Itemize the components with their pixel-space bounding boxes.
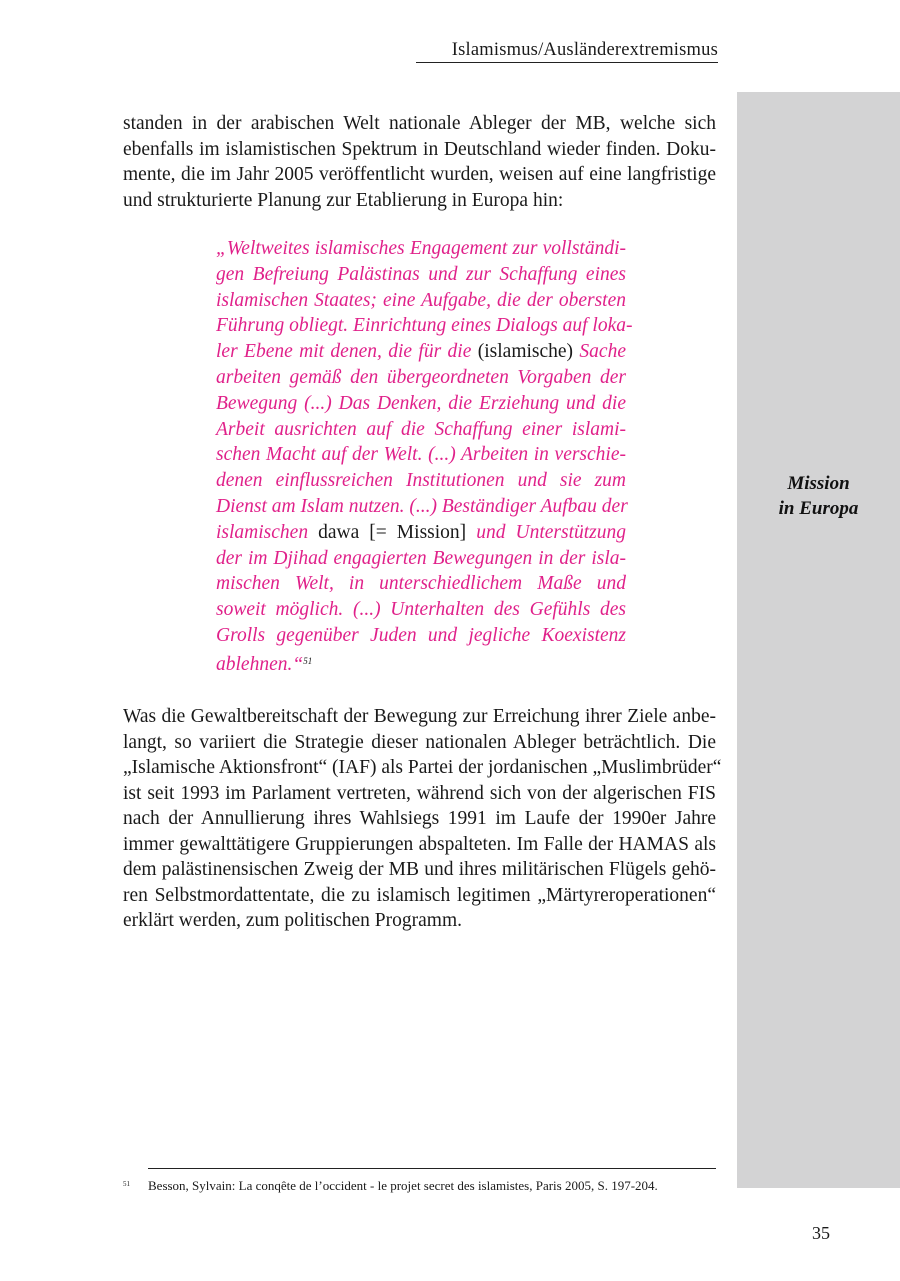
quote-line: der im Djihad engagierten Bewegungen in der isla- [216, 547, 626, 569]
text-line: ren Selbstmordattentate, die zu islamisch legitimen „Märtyreroperationen“ [123, 884, 716, 906]
quote-line: Dienst am Islam nutzen. (...) Beständiger Aufbau der [216, 495, 628, 517]
text-line: nach der Annullierung ihres Wahlsiegs 1991 im Laufe der 1990er Jahre [123, 808, 716, 829]
text-line: und strukturierte Planung zur Etablierung in Europa hin: [123, 189, 564, 211]
quote-line: Bewegung (...) Das Denken, die Erziehung und die [216, 392, 626, 414]
body-paragraph-1 [123, 111, 716, 213]
text-line: dem palästinensischen Zweig der MB und ihres militärischen Flügels gehö- [123, 859, 716, 880]
quote-line: „Weltweites islamisches Engagement zur vollständi- [216, 238, 626, 259]
quote-line: islamischen Staates; eine Aufgabe, die der obersten [216, 289, 626, 311]
quote-insertion: dawa [= Mission] [318, 521, 467, 543]
quote-line: arbeiten gemäß den übergeordneten Vorgaben der [216, 366, 626, 388]
body-paragraph-2 [123, 704, 722, 934]
block-quote [216, 236, 633, 678]
margin-sidebar [737, 92, 900, 1188]
page-number: 35 [812, 1223, 830, 1243]
running-header: Islamismus/Ausländerextremismus [416, 38, 718, 63]
quote-line: mischen Welt, in unterschiedlichem Maße und [216, 573, 626, 595]
quote-insertion: (islamische) [477, 341, 574, 363]
text-line: ist seit 1993 im Parlament vertreten, während sich von der algerischen FIS [123, 782, 716, 804]
footnote-number: 51 [123, 1180, 130, 1188]
quote-line [216, 339, 626, 365]
quote-segment: und Unterstützung [466, 521, 626, 543]
footnote-text: Besson, Sylvain: La conqête de l’occident - le projet secret des islamistes, Paris 2005, S. 197-204. [148, 1178, 658, 1193]
footnote-reference[interactable]: 51 [303, 655, 313, 666]
quote-line: Führung obliegt. Einrichtung eines Dialogs auf loka- [216, 315, 633, 337]
quote-line: gen Befreiung Palästinas und zur Schaffung eines [216, 263, 626, 285]
quote-line: soweit möglich. (...) Unterhalten des Gefühls des [216, 599, 626, 621]
quote-segment: ler Ebene mit denen, die für die [216, 341, 478, 363]
text-line: ebenfalls im islamistischen Spektrum in Deutschland wieder finden. Doku- [123, 138, 716, 160]
quote-line [216, 520, 626, 546]
quote-segment: ablehnen.“ [216, 653, 304, 675]
quote-line: Grolls gegenüber Juden und jegliche Koexistenz [216, 624, 626, 646]
margin-note-line: Mission [787, 473, 850, 494]
text-line: mente, die im Jahr 2005 veröffentlicht wurden, weisen auf eine langfristige [123, 164, 716, 185]
footnote-divider [148, 1168, 716, 1169]
margin-note-line: in Europa [778, 498, 859, 519]
text-line: „Islamische Aktionsfront“ (IAF) als Partei der jordanischen „Muslimbrüder“ [123, 757, 722, 778]
quote-line: schen Macht auf der Welt. (...) Arbeiten in verschie- [216, 444, 626, 466]
text-line: erklärt werden, zum politischen Programm. [123, 910, 462, 931]
text-line: standen in der arabischen Welt nationale Ableger der MB, welche sich [123, 113, 716, 134]
text-line: immer gewalttätigere Gruppierungen abspalteten. Im Falle der HAMAS als [123, 833, 716, 855]
quote-segment: islamischen [216, 521, 319, 543]
text-line: Was die Gewaltbereitschaft der Bewegung zur Erreichung ihrer Ziele anbe- [123, 706, 716, 727]
margin-note [737, 471, 900, 521]
text-line: langt, so variiert die Strategie dieser nationalen Ableger beträchtlich. Die [123, 731, 716, 753]
quote-line: denen einflussreichen Institutionen und sie zum [216, 470, 626, 492]
quote-line [216, 649, 626, 678]
quote-line: Arbeit ausrichten auf die Schaffung einer islami- [216, 418, 626, 440]
quote-segment: Sache [573, 341, 626, 363]
